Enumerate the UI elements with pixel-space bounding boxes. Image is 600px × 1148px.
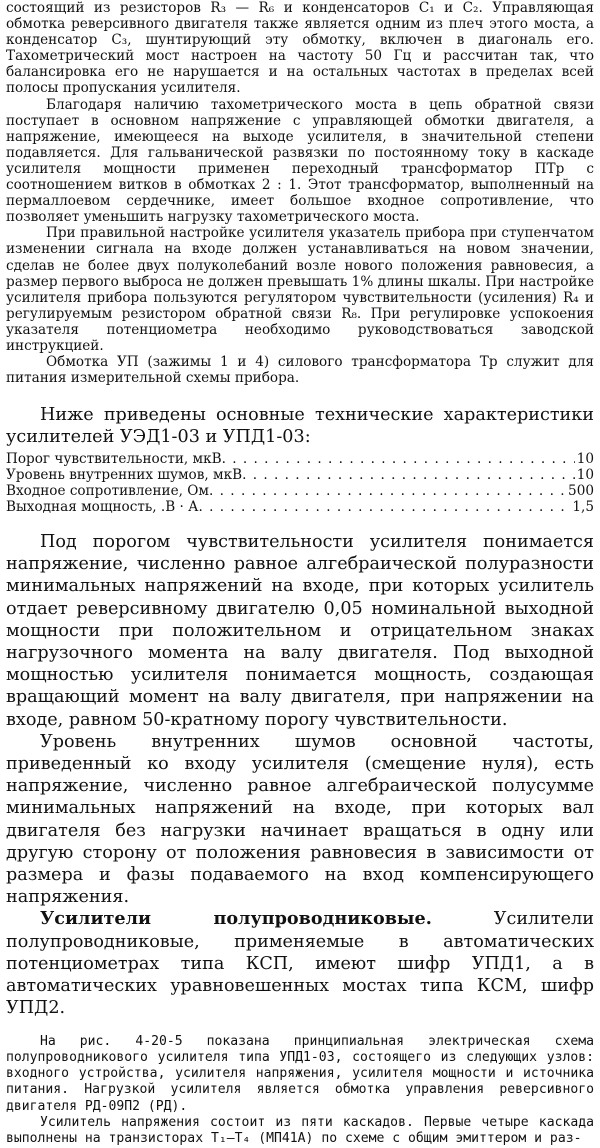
spec-list	[6, 451, 594, 515]
spec-row	[6, 499, 594, 515]
paragraph: Усилитель напряжения состоит из пяти каскадов. Первые четыре каскада выполнены на транзисторах T₁—T₄ (МП41А) по схеме с общим эмиттером и раз-	[6, 1114, 594, 1147]
paragraph: Уровень внутренних шумов основной частоты, приведенный ко входу усилителя (смещение нуля), есть напряжение, численно равное алгебраической полусумме минимальных напряжений на входе, при которых вал двигателя без нагрузки начинает вращаться в одну или другую сторону от положения равновесия в зависимости от размера и фазы подаваемого на вход компенсирующего напряжения.	[6, 731, 594, 908]
spec-row	[6, 467, 594, 483]
leader-dots	[198, 499, 570, 515]
paragraph: На рис. 4-20-5 показана принципиальная электрическая схема полупроводникового усилителя типа УПД1-03, состоящего из следующих узлов: входного устройства, усилителя напряжения, усилителя мощности и источника питания. Нагрузкой усилителя является обмотка управления реверсивного двигателя РД-09П2 (РД).	[6, 1033, 594, 1114]
spec-label: Порог чувствительности, мкВ	[6, 450, 222, 467]
spec-value: 10	[576, 466, 594, 483]
run-in-heading: Усилители полупроводниковые.	[40, 908, 432, 930]
spec-intro: Ниже приведены основные технические характеристики усилителей УЭД1-03 и УПД1-03:	[6, 405, 594, 448]
spec-section	[6, 404, 594, 515]
spec-row	[6, 483, 594, 499]
paragraph-text: Усилители полупроводниковые, применяемые в автоматических потенциометрах типа КСП, имеют шифр УПД1, а в автоматических уравновешенных мостах типа КСМ, шифр УПД2.	[6, 909, 594, 1019]
spec-value: 500	[568, 482, 594, 499]
section-bridge-description	[6, 0, 594, 386]
spec-value: 1,5	[572, 498, 594, 515]
leader-dots	[222, 451, 575, 467]
paragraph: Под порогом чувствительности усилителя понимается напряжение, численно равное алгебраической полуразности минимальных напряжений на входе, при которых усилитель отдает реверсивному двигателю 0,05 номинальной выходной мощности при положительном и отрицательном знаках нагрузочного момента на валу двигателя. Под выходной мощностью усилителя понимается мощность, создающая вращающий момент на валу двигателя, при напряжении на входе, равном 50-кратному порогу чувствительности.	[6, 532, 594, 730]
spec-row	[6, 451, 594, 467]
spec-label: Уровень внутренних шумов, мкВ	[6, 466, 243, 483]
leader-dots	[242, 467, 575, 483]
leader-dots	[209, 483, 566, 499]
section-definitions	[6, 531, 594, 1019]
paragraph: состоящий из резисторов R₃ — R₆ и конденсаторов C₁ и C₂. Управляющая обмотка реверсивного двигателя также является одним из плеч этого моста, а конденсатор C₃, шунтирующий эту обмотку, включен в диагональ его. Тахометрический мост настроен на частоту 50 Гц и рассчитан так, что балансировка его не нарушается и на остальных частотах в пределах всей полосы пропускания усилителя.	[6, 0, 594, 97]
section-circuit-description	[6, 1034, 594, 1148]
spec-label: Входное сопротивление, Ом	[6, 482, 210, 499]
paragraph-semiconductor	[6, 908, 594, 1019]
paragraph: При правильной настройке усилителя указатель прибора при ступенчатом изменении сигнала на входе должен устанавливаться на новом значении, сделав не более двух полуколебаний возле нового положения равновесия, а размер первого выброса не должен превышать 1% длины шкалы. При настройке усилителя прибора пользуются регулятором чувствительности (усиления) R₄ и регулируемым резистором обратной связи R₈. При регулировке успокоения указателя потенциометра необходимо руководствоваться заводской инструкцией.	[6, 225, 594, 354]
spec-value: 10	[576, 450, 594, 467]
spec-label: Выходная мощность, .В · А	[6, 498, 199, 515]
paragraph: Обмотка УП (зажимы 1 и 4) силового трансформатора Тр служит для питания измерительной схемы прибора.	[6, 354, 594, 387]
paragraph: Благодаря наличию тахометрического моста в цепь обратной связи поступает в основном напряжение с управляющей обмотки двигателя, а напряжение, имеющееся на выходе усилителя, в значительной степени подавляется. Для гальванической развязки по постоянному току в каскаде усилителя мощности применен переходный трансформатор ПТр с соотношением витков в обмотках 2 : 1. Этот трансформатор, выполненный на пермаллоевом сердечнике, имеет большое входное сопротивление, что позволяет уменьшить нагрузку тахометрического моста.	[6, 96, 594, 226]
